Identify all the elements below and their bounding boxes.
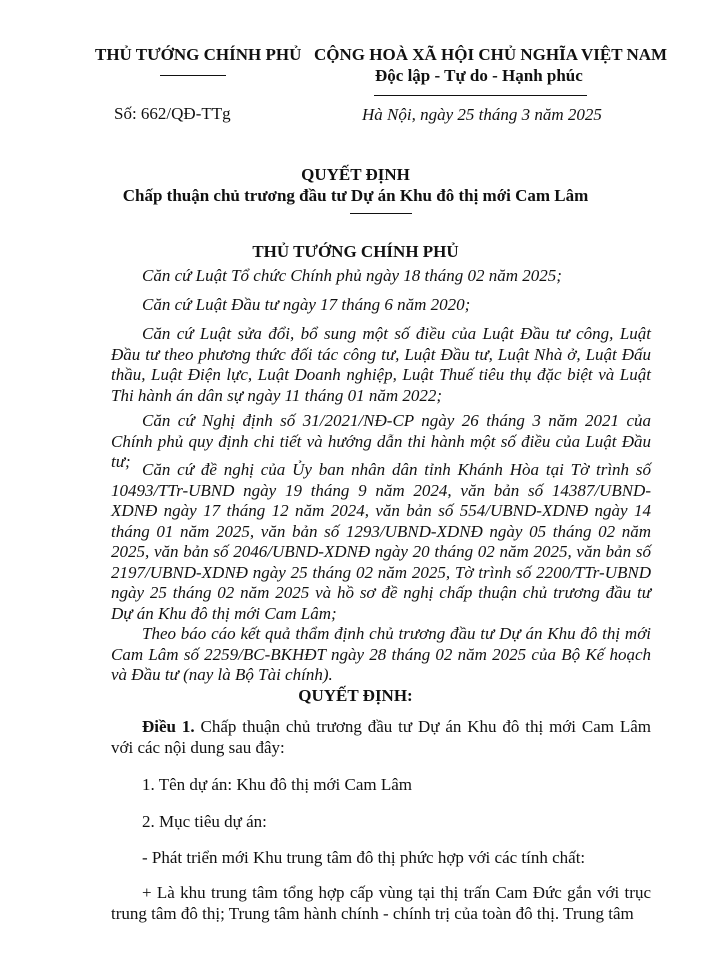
motto-underline bbox=[374, 95, 587, 96]
national-motto: Độc lập - Tự do - Hạnh phúc bbox=[375, 66, 583, 85]
basis-paragraph: Căn cứ Luật Tổ chức Chính phủ ngày 18 tháng 02 năm 2025; bbox=[142, 266, 562, 285]
title-underline bbox=[350, 213, 412, 214]
basis-paragraph: Căn cứ Luật sửa đổi, bổ sung một số điều của Luật Đầu tư công, Luật Đầu tư theo phương thức đối tác công tư, Luật Đầu tư, Luật Nhà ở, Luật Đấu thầu, Luật Điện lực, Luật Doanh nghiệp, Luật Thuế tiêu thụ đặc biệt và Luật Thi hành án dân sự ngày 11 tháng 01 năm 2022; bbox=[111, 324, 651, 405]
article-1-label: Điều 1. bbox=[142, 717, 195, 736]
agency-underline bbox=[160, 75, 226, 76]
issuing-authority: THỦ TƯỚNG CHÍNH PHỦ bbox=[252, 242, 459, 261]
basis-paragraph: Theo báo cáo kết quả thẩm định chủ trương đầu tư Dự án Khu đô thị mới Cam Lâm số 2259/BC-BKHĐT ngày 28 tháng 02 năm 2025 của Bộ Kế hoạch và Đầu tư (nay là Bộ Tài chính). bbox=[111, 624, 651, 684]
document-type: QUYẾT ĐỊNH bbox=[301, 165, 410, 184]
place-and-date: Hà Nội, ngày 25 tháng 3 năm 2025 bbox=[362, 105, 602, 124]
basis-paragraph: Căn cứ Nghị định số 31/2021/NĐ-CP ngày 26 tháng 3 năm 2021 của Chính phủ quy định chi tiết và hướng dẫn thi hành một số điều của Luật Đầu tư; bbox=[111, 411, 651, 471]
objective-bullet: - Phát triển mới Khu trung tâm đô thị phức hợp với các tính chất: bbox=[142, 848, 586, 867]
article-1 bbox=[111, 717, 651, 758]
document-number: Số: 662/QĐ-TTg bbox=[114, 104, 231, 123]
country-name: CỘNG HOÀ XÃ HỘI CHỦ NGHĨA VIỆT NAM bbox=[314, 45, 668, 64]
document-subject: Chấp thuận chủ trương đầu tư Dự án Khu đô thị mới Cam Lâm bbox=[122, 186, 589, 205]
objective-sub-bullet: + Là khu trung tâm tổng hợp cấp vùng tại thị trấn Cam Đức gắn với trục trung tâm đô thị; Trung tâm hành chính - chính trị của toàn đô thị. Trung tâm bbox=[111, 883, 651, 923]
item-project-objective: 2. Mục tiêu dự án: bbox=[142, 812, 267, 831]
issuing-agency: THỦ TƯỚNG CHÍNH PHỦ bbox=[95, 45, 302, 64]
basis-paragraph: Căn cứ Luật Đầu tư ngày 17 tháng 6 năm 2020; bbox=[142, 295, 471, 314]
article-1-text: Chấp thuận chủ trương đầu tư Dự án Khu đô thị mới Cam Lâm với các nội dung sau đây: bbox=[111, 717, 652, 757]
item-project-name: 1. Tên dự án: Khu đô thị mới Cam Lâm bbox=[142, 775, 413, 794]
decision-heading: QUYẾT ĐỊNH: bbox=[298, 686, 413, 705]
basis-paragraph: Căn cứ đề nghị của Ủy ban nhân dân tỉnh Khánh Hòa tại Tờ trình số 10493/TTr-UBND ngày 19 tháng 9 năm 2024, văn bản số 14387/UBND-XDNĐ ngày 17 tháng 12 năm 2024, văn bản số 554/UBND-XDNĐ ngày 14 tháng 01 năm 2025, văn bản số 1293/UBND-XDNĐ ngày 05 tháng 02 năm 2025, văn bản số 2046/UBND-XDNĐ ngày 20 tháng 02 năm 2025, văn bản số 2197/UBND-XDNĐ ngày 25 tháng 02 năm 2025, Tờ trình số 2200/TTr-UBND ngày 25 tháng 02 năm 2025 và hồ sơ đề nghị chấp thuận chủ trương đầu tư Dự án Khu đô thị mới Cam Lâm; bbox=[111, 460, 651, 623]
